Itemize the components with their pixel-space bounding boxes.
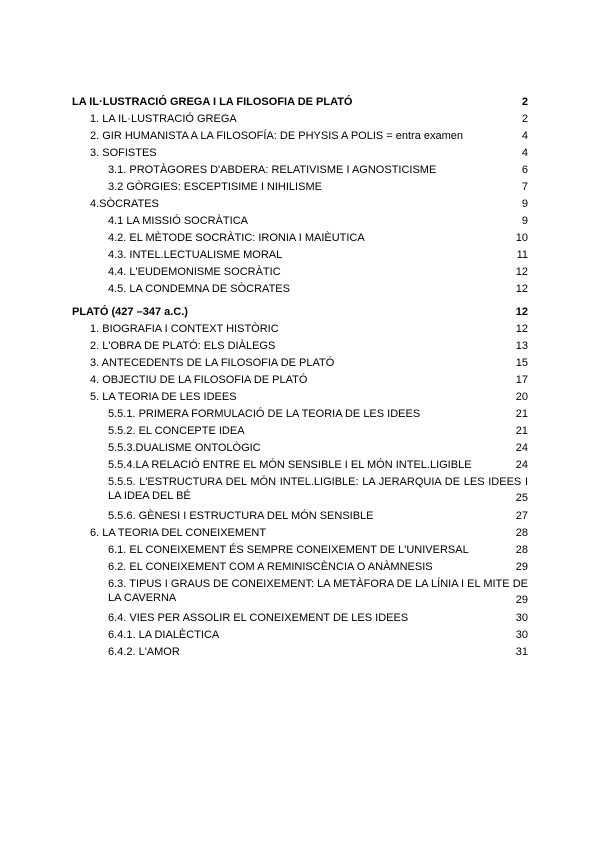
- toc-entry-title: PLATÓ (427 –347 a.C.): [72, 306, 188, 318]
- toc-entry-title: 5.5.1. PRIMERA FORMULACIÓ DE LA TEORIA DE LES IDEES: [108, 408, 421, 420]
- toc-entry-page-number: 2: [521, 113, 528, 125]
- toc-entry[interactable]: [72, 440, 528, 457]
- toc-entry-page-number: 21: [515, 408, 528, 420]
- toc-entry[interactable]: [72, 423, 528, 440]
- toc-entry-title: 3. SOFISTES: [90, 147, 157, 159]
- toc-entry[interactable]: [72, 474, 528, 508]
- toc-entry-page-number: 24: [515, 459, 528, 471]
- toc-entry-page-number: 15: [515, 357, 528, 369]
- toc-entry-page-number: 20: [515, 391, 528, 403]
- toc-entry[interactable]: [72, 627, 528, 644]
- toc-entry-page-number: 6: [521, 164, 528, 176]
- toc-entry-page-number: 12: [515, 283, 528, 295]
- toc-entry-title: 2. L'OBRA DE PLATÓ: ELS DIÀLEGS: [90, 340, 276, 352]
- toc-entry[interactable]: [72, 321, 528, 338]
- toc-entry-title: 6.4.1. LA DIALÈCTICA: [108, 629, 220, 641]
- toc-entry-title: 3.2 GÒRGIES: ESCEPTISIME I NIHILISME: [108, 181, 322, 193]
- toc-entry-title: 5.5.4.LA RELACIÓ ENTRE EL MÓN SENSIBLE I EL MÓN INTEL.LIGIBLE: [108, 459, 472, 471]
- toc-entry[interactable]: [72, 610, 528, 627]
- toc-entry-title: 5.5.6. GÈNESI I ESTRUCTURA DEL MÓN SENSIBLE: [108, 510, 374, 522]
- toc-entry-page-number: 21: [515, 425, 528, 437]
- toc-entry[interactable]: [72, 525, 528, 542]
- toc-entry-title: 2. GIR HUMANISTA A LA FILOSOFÍA: DE PHYSIS A POLIS = entra examen: [90, 130, 464, 142]
- toc-entry-page-number: 4: [521, 147, 528, 159]
- toc-entry[interactable]: [72, 559, 528, 576]
- toc-entry-title: 4.3. INTEL.LECTUALISME MORAL: [108, 249, 283, 261]
- toc-entry[interactable]: [72, 281, 528, 298]
- toc-entry-page-number: 29: [515, 561, 528, 573]
- toc-entry-title: LA IL·LUSTRACIÓ GREGA I LA FILOSOFIA DE PLATÓ: [72, 96, 353, 108]
- toc-entry-page-number: 27: [515, 510, 528, 522]
- toc-entry-page-number: 13: [515, 340, 528, 352]
- toc-entry[interactable]: [72, 264, 528, 281]
- toc-section-heading[interactable]: [72, 94, 528, 111]
- toc-entry-title: 1. LA IL·LUSTRACIÓ GREGA: [90, 113, 237, 125]
- toc-entry[interactable]: [72, 542, 528, 559]
- toc-entry[interactable]: [72, 128, 528, 145]
- toc-entry-title: 6. LA TEORIA DEL CONEIXEMENT: [90, 527, 267, 539]
- toc-entry[interactable]: [72, 508, 528, 525]
- toc-entry-page-number: 12: [515, 266, 528, 278]
- toc-entry-page-number: 25: [515, 492, 528, 504]
- toc-entry-title: 6.3. TIPUS I GRAUS DE CONEIXEMENT: LA METÀFORA DE LA LÍNIA I EL MITE DE LA CAVERNA: [108, 578, 528, 604]
- toc-entry-page-number: 28: [515, 544, 528, 556]
- toc-entry-page-number: 9: [521, 198, 528, 210]
- toc-entry-title: 4.1 LA MISSIÓ SOCRÀTICA: [108, 215, 248, 227]
- toc-entry-title: 4.4. L'EUDEMONISME SOCRÀTIC: [108, 266, 281, 278]
- toc-entry-page-number: 2: [521, 96, 528, 108]
- toc-entry[interactable]: [72, 576, 528, 610]
- toc-entry-title: 4.5. LA CONDEMNA DE SÒCRATES: [108, 283, 290, 295]
- toc-entry-title: 1. BIOGRAFIA I CONTEXT HISTÒRIC: [90, 323, 279, 335]
- toc-entry-page-number: 12: [515, 323, 528, 335]
- toc-entry[interactable]: [72, 406, 528, 423]
- toc-entry-title: 5.5.3.DUALISME ONTOLÒGIC: [108, 442, 261, 454]
- toc-entry-page-number: 31: [515, 646, 528, 658]
- toc-entry[interactable]: [72, 338, 528, 355]
- toc-entry-page-number: 11: [516, 249, 528, 261]
- toc-entry[interactable]: [72, 644, 528, 661]
- table-of-contents: [72, 94, 528, 661]
- toc-entry-title: 4. OBJECTIU DE LA FILOSOFIA DE PLATÓ: [90, 374, 308, 386]
- toc-entry-page-number: 28: [515, 527, 528, 539]
- toc-entry-title: 5. LA TEORIA DE LES IDEES: [90, 391, 237, 403]
- toc-entry-title: 4.2. EL MÈTODE SOCRÀTIC: IRONIA I MAIÈUTICA: [108, 232, 365, 244]
- toc-entry[interactable]: [72, 247, 528, 264]
- toc-entry[interactable]: [72, 389, 528, 406]
- toc-entry-page-number: 24: [515, 442, 528, 454]
- toc-entry[interactable]: [72, 213, 528, 230]
- toc-entry[interactable]: [72, 162, 528, 179]
- toc-entry-page-number: 17: [515, 374, 528, 386]
- toc-entry-title: 6.4.2. L'AMOR: [108, 646, 180, 658]
- toc-section-heading[interactable]: [72, 304, 528, 321]
- toc-entry[interactable]: [72, 230, 528, 247]
- toc-entry[interactable]: [72, 196, 528, 213]
- toc-entry-title: 6.2. EL CONEIXEMENT COM A REMINISCÈNCIA O ANÀMNESIS: [108, 561, 433, 573]
- toc-entry-page-number: 4: [521, 130, 528, 142]
- toc-entry[interactable]: [72, 372, 528, 389]
- toc-entry-page-number: 9: [521, 215, 528, 227]
- toc-entry-title: 4.SÒCRATES: [90, 198, 159, 210]
- toc-entry-page-number: 29: [515, 594, 528, 606]
- toc-entry-page-number: 7: [521, 181, 528, 193]
- toc-entry[interactable]: [72, 145, 528, 162]
- toc-entry[interactable]: [72, 355, 528, 372]
- toc-entry-page-number: 30: [515, 629, 528, 641]
- toc-entry[interactable]: [72, 457, 528, 474]
- toc-entry-title: 5.5.2. EL CONCEPTE IDEA: [108, 425, 245, 437]
- toc-entry-title: 5.5.5. L'ESTRUCTURA DEL MÓN INTEL.LIGIBLE: LA JERARQUIA DE LES IDEES I LA IDEA DEL BÉ: [108, 476, 528, 502]
- toc-entry[interactable]: [72, 111, 528, 128]
- toc-entry[interactable]: [72, 179, 528, 196]
- toc-entry-title: 6.4. VIES PER ASSOLIR EL CONEIXEMENT DE LES IDEES: [108, 612, 409, 624]
- toc-entry-title: 6.1. EL CONEIXEMENT ÉS SEMPRE CONEIXEMENT DE L'UNIVERSAL: [108, 544, 469, 556]
- toc-entry-page-number: 12: [515, 306, 528, 318]
- toc-entry-page-number: 10: [515, 232, 528, 244]
- toc-entry-page-number: 30: [515, 612, 528, 624]
- toc-entry-title: 3.1. PROTÀGORES D'ABDERA: RELATIVISME I AGNOSTICISME: [108, 164, 437, 176]
- toc-entry-title: 3. ANTECEDENTS DE LA FILOSOFIA DE PLATÓ: [90, 357, 335, 369]
